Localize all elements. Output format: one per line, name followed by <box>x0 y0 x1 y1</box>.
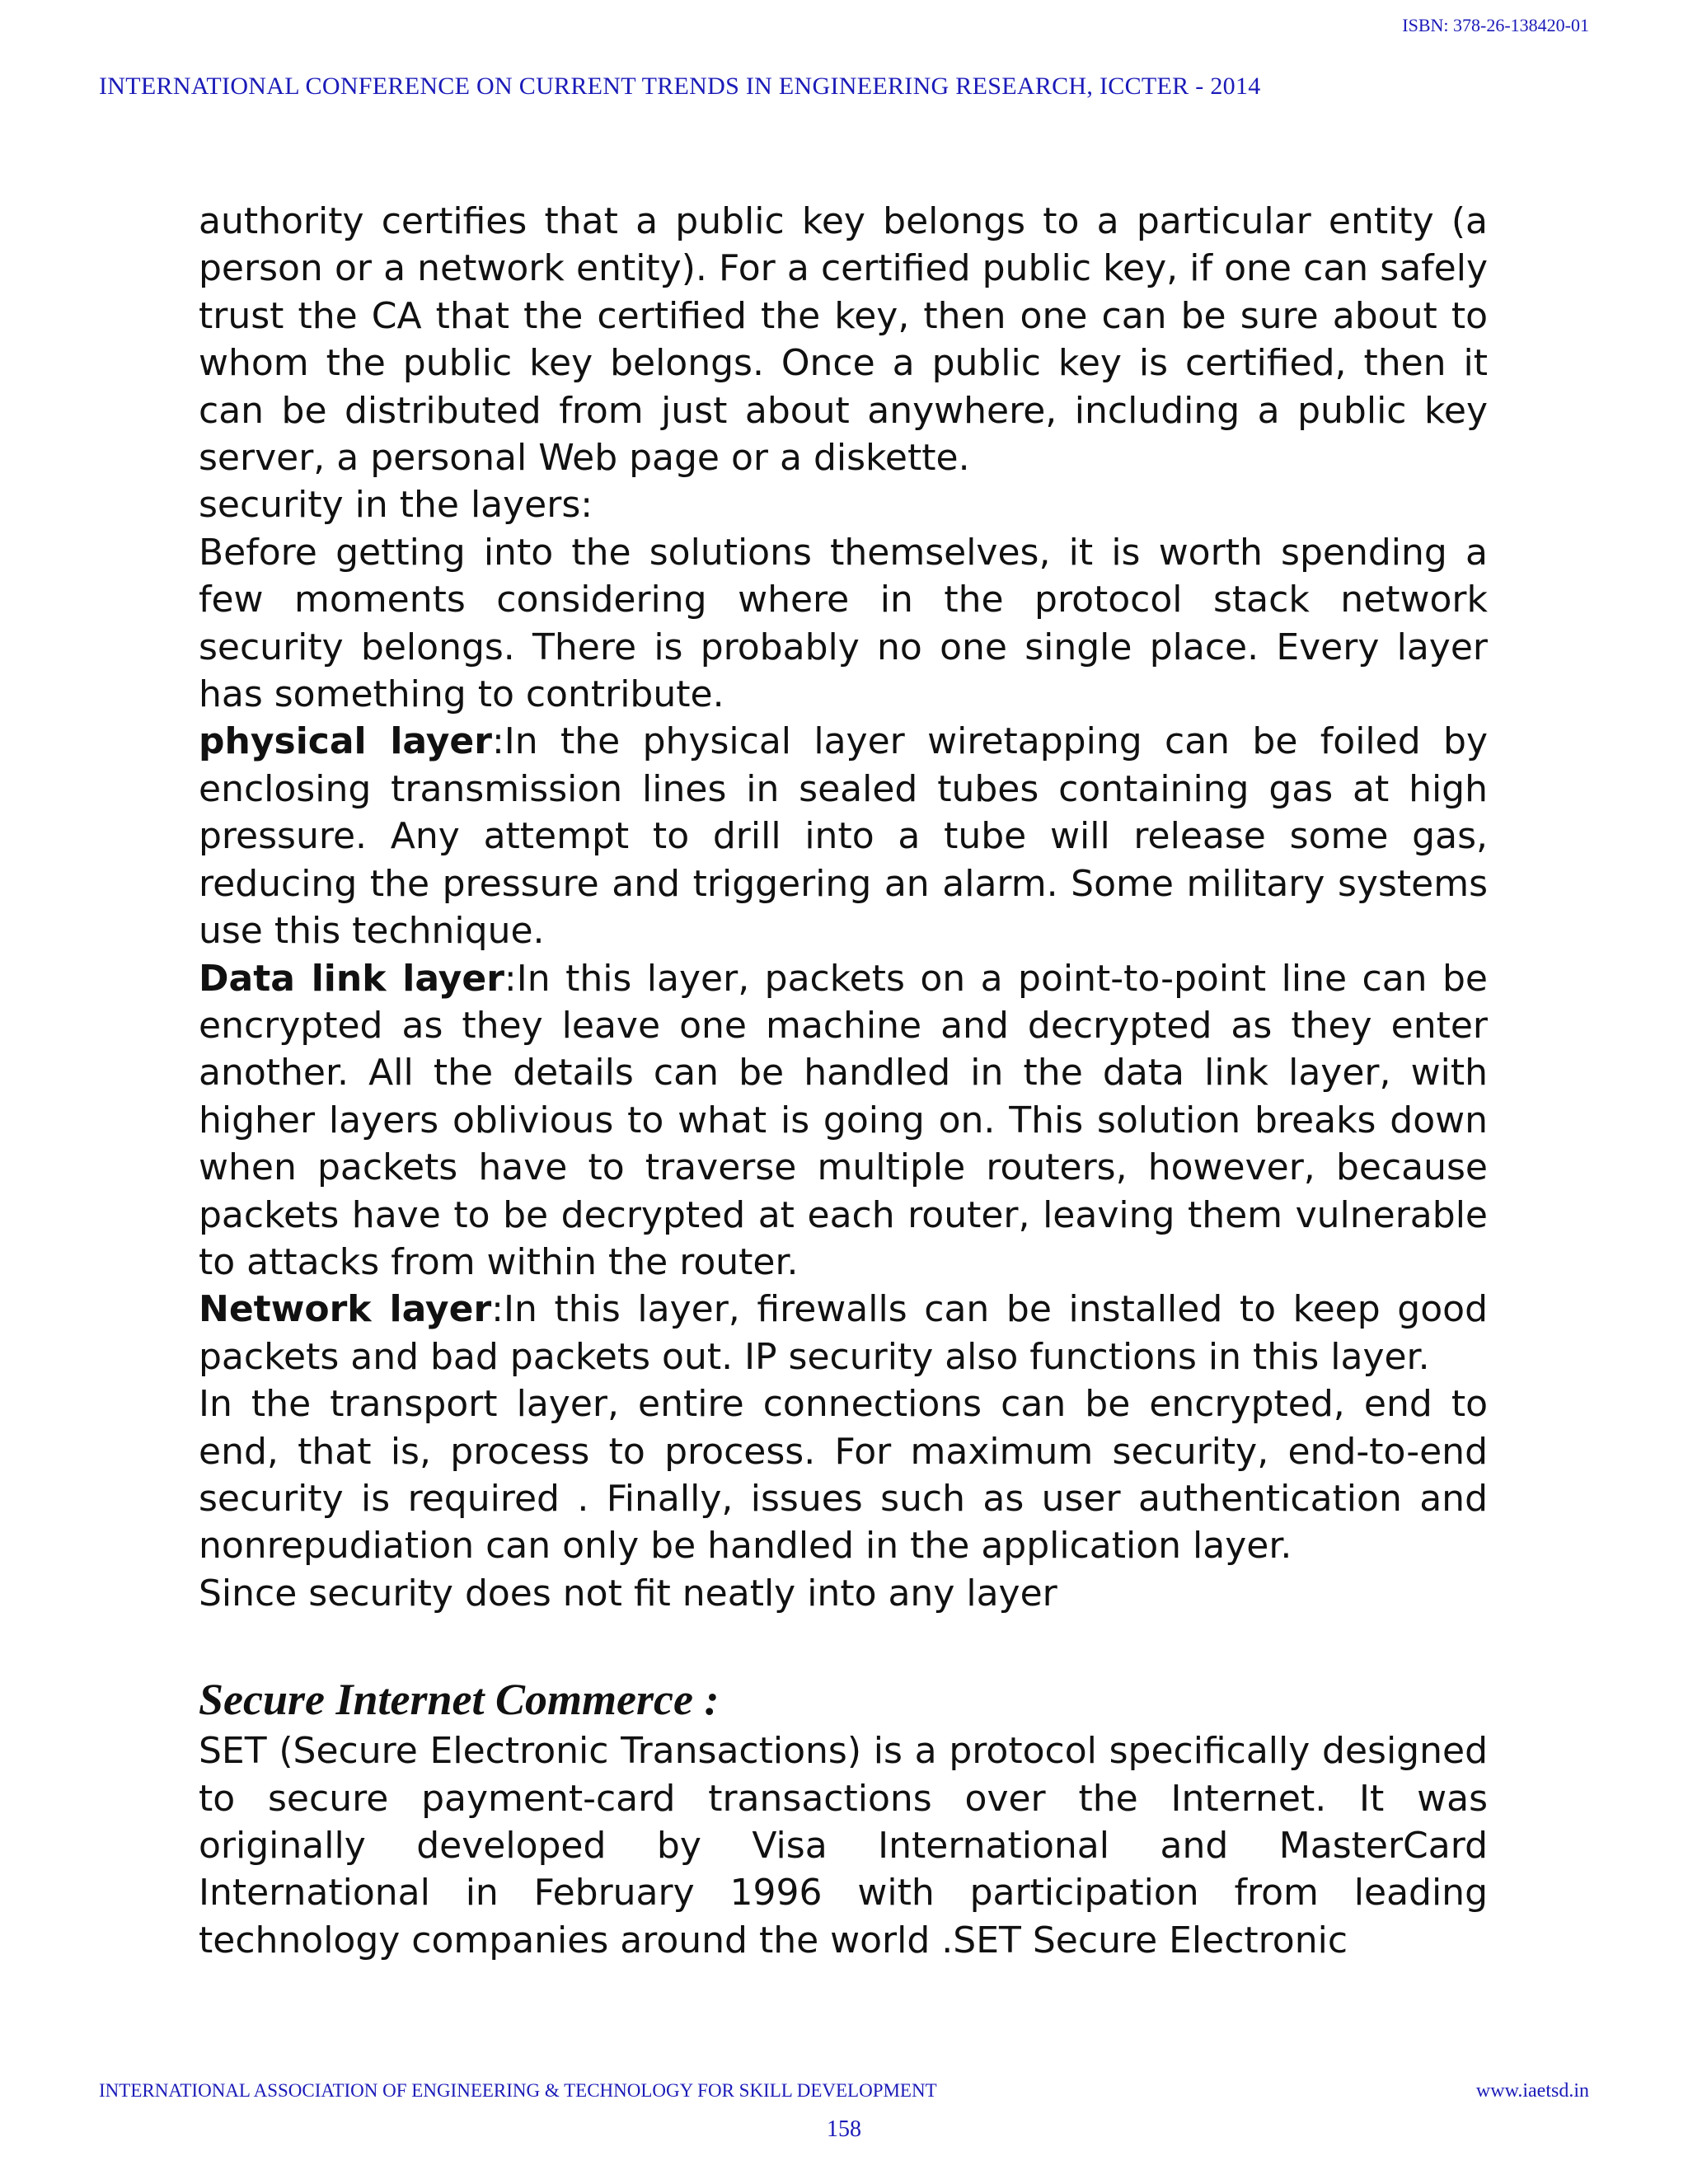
paragraph-network-layer <box>199 1286 1488 1380</box>
page-number: 158 <box>827 2116 861 2142</box>
paragraph-security-intro: Before getting into the solutions themselves, it is worth spending a few moments considering where in the protocol stack network security belongs. There is probably no one single place. Every layer has something to contribute. <box>199 531 1488 716</box>
data-link-layer-text: :In this layer, packets on a point-to-point line can be encrypted as they leave one machine and decrypted as they enter another. All the details can be handled in the data link layer, with higher layers oblivious to what is going on. This solution breaks down when packets have to traverse multiple routers, however, because packets have to be decrypted at each router, leaving them vulnerable to attacks from within the router. <box>199 957 1489 1283</box>
paragraph-set-protocol: SET (Secure Electronic Transactions) is a protocol specifically designed to secure payment-card transactions over the Internet. It was originally developed by Visa International and MasterCard International in February 1996 with participation from leading technology companies around the world .SET Secure Electronic <box>199 1730 1488 1961</box>
conference-title: INTERNATIONAL CONFERENCE ON CURRENT TRENDS IN ENGINEERING RESEARCH, ICCTER - 2014 <box>99 73 1261 100</box>
paragraph-security-fit: Since security does not fit neatly into any layer <box>199 1572 1057 1615</box>
network-layer-label: Network layer <box>199 1288 492 1331</box>
section-heading-secure-commerce: Secure Internet Commerce : <box>199 1675 720 1725</box>
network-layer-text: :In this layer, firewalls can be installed to keep good packets and bad packets out. IP security also functions in this layer. <box>199 1288 1488 1378</box>
physical-layer-text: :In the physical layer wiretapping can be foiled by enclosing transmission lines in sealed tubes containing gas at high pressure. Any attempt to drill into a tube will release some gas, reducing the pressure and triggering an alarm. Some military systems use this technique. <box>199 720 1488 953</box>
isbn-label: ISBN: 378-26-138420-01 <box>1402 15 1589 35</box>
body-text <box>199 198 1488 1964</box>
paragraph-transport-layer: In the transport layer, entire connections can be encrypted, end to end, that is, process to process. For maximum security, end-to-end security is required . Finally, issues such as user authentication and nonrepudiation can only be handled in the application layer. <box>199 1383 1488 1568</box>
subheading-security-layers: security in the layers: <box>199 484 593 527</box>
paragraph-data-link-layer <box>199 955 1488 1286</box>
footer-url: www.iaetsd.in <box>1475 2080 1589 2102</box>
footer-organization: INTERNATIONAL ASSOCIATION OF ENGINEERING & TECHNOLOGY FOR SKILL DEVELOPMENT <box>99 2080 937 2101</box>
paragraph-ca-certification: authority certifies that a public key belongs to a particular entity (a person or a network entity). For a certified public key, if one can safely trust the CA that the certified the key, then one can be sure about to whom the public key belongs. Once a public key is certified, then it can be distributed from just about anywhere, including a public key server, a personal Web page or a diskette. <box>199 200 1488 480</box>
data-link-layer-label: Data link layer <box>199 957 504 1000</box>
physical-layer-label: physical layer <box>199 720 492 763</box>
paragraph-physical-layer <box>199 718 1488 954</box>
